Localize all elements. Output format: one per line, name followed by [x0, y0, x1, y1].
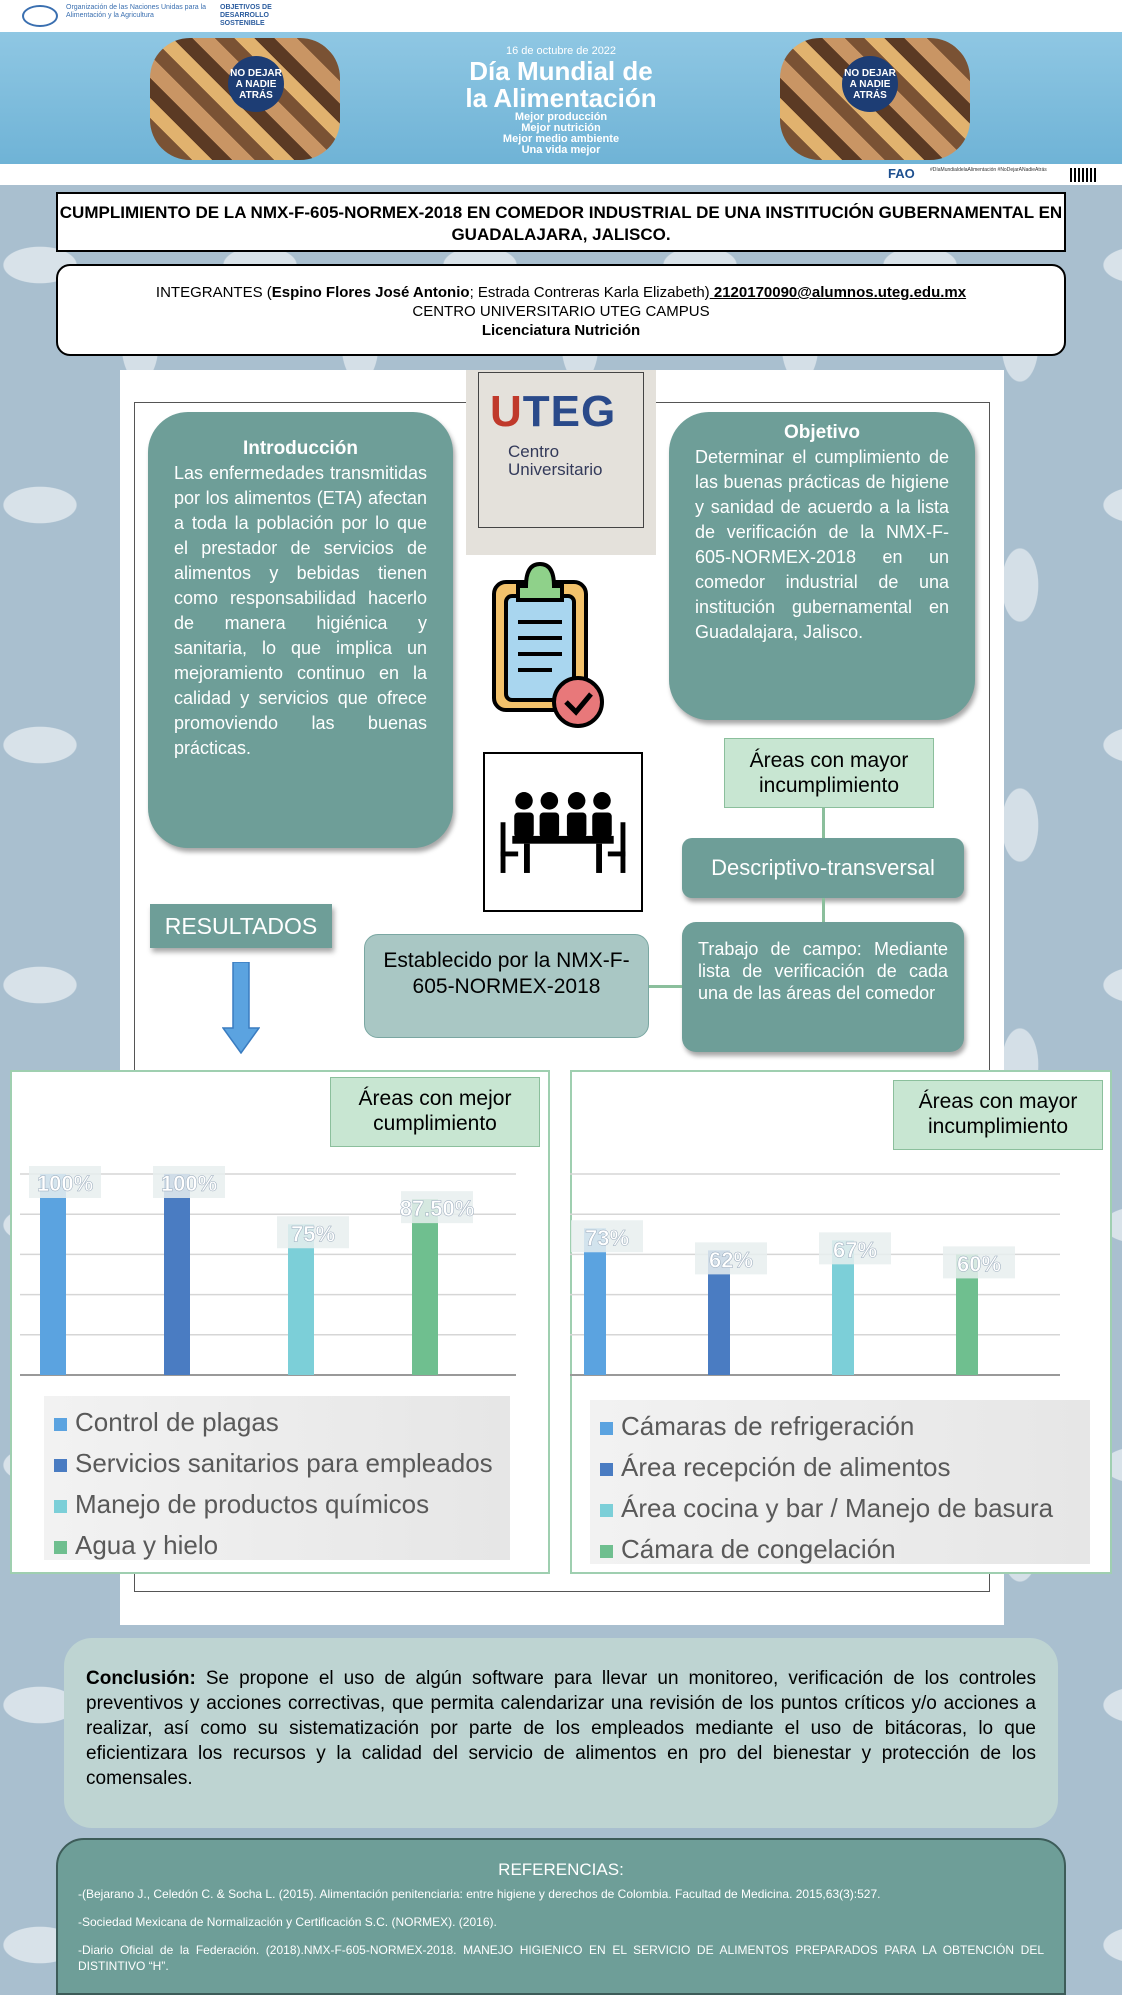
reference-item: -Sociedad Mexicana de Normalización y Certificación S.C. (NORMEX). (2016).	[78, 1915, 497, 1929]
authors-line	[58, 283, 1064, 302]
legend-label: Agua y hielo	[75, 1530, 219, 1560]
uteg-wordmark	[490, 387, 616, 437]
author-1: Espino Flores José Antonio	[271, 284, 470, 301]
conclusion-text: Se propone el uso de algún software para llevar un monitoreo, verificación de los controles preventivos y acciones correctivas, que permita calendarizar una revisión de los puntos críticos y/o acciones a realizar, así como su sistematización por parte de los empleados mediante el uso de bitácoras, lo que eficientizara los recursos y la calidad del servicio de alimentos en pro del bienestar y protección de los comensales.	[86, 1668, 1036, 1789]
objective-heading: Objetivo	[783, 422, 860, 443]
uteg-subtitle	[508, 443, 602, 479]
chart2-legend	[590, 1400, 1090, 1564]
chart2-legend-item	[600, 1406, 1080, 1447]
chart1-legend	[44, 1396, 510, 1560]
hashtags: #DíaMundialdelaAlimentación #NoDejarANadieAtrás	[930, 167, 1047, 173]
bar	[412, 1199, 438, 1375]
trabajo-box: Trabajo de campo: Mediante lista de verificación de cada una de las áreas del comedor	[682, 922, 964, 1052]
legend-swatch	[54, 1418, 67, 1431]
chart2-legend-item	[600, 1529, 1080, 1570]
uteg-rest: TEG	[522, 387, 617, 436]
no-dejar-badge-left: NO DEJAR A NADIE ATRÁS	[228, 56, 284, 112]
no-dejar-badge-right: NO DEJAR A NADIE ATRÁS	[842, 56, 898, 112]
banner-date: 16 de octubre de 2022	[505, 45, 617, 57]
bar	[40, 1174, 66, 1375]
data-label: 60%	[956, 1251, 1002, 1277]
references-heading: REFERENCIAS:	[498, 1860, 624, 1879]
legend-label: Cámara de congelación	[621, 1534, 896, 1564]
author-2: ; Estrada Contreras Karla Elizabeth)	[469, 284, 710, 301]
data-label: 75%	[290, 1221, 336, 1247]
legend-swatch	[600, 1463, 613, 1476]
arrow-down-icon	[222, 962, 260, 1054]
legend-swatch	[54, 1541, 67, 1554]
connector-3	[649, 985, 682, 988]
legend-label: Control de plagas	[75, 1407, 279, 1437]
resultados-label: RESULTADOS	[150, 904, 332, 948]
legend-label: Cámaras de refrigeración	[621, 1411, 915, 1441]
banner-sub2: Mejor nutrición	[521, 122, 601, 134]
legend-swatch	[600, 1545, 613, 1558]
qr-code-icon	[1070, 168, 1098, 182]
authors-prefix: INTEGRANTES (	[155, 284, 272, 301]
establecido-box: Establecido por la NMX-F-605-NORMEX-2018	[364, 934, 649, 1038]
poster-title: CUMPLIMIENTO DE LA NMX-F-605-NORMEX-2018 EN COMEDOR INDUSTRIAL DE UNA INSTITUCIÓN GUBERNAMENTAL EN GUADALAJARA, JALISCO.	[56, 192, 1066, 252]
data-label: 62%	[708, 1247, 754, 1273]
descriptivo-box: Descriptivo-transversal	[682, 838, 964, 898]
legend-swatch	[600, 1422, 613, 1435]
banner-title-line2: la Alimentación	[465, 83, 657, 113]
banner-sub3: Mejor medio ambiente	[502, 133, 620, 145]
uteg-line2: Universitario	[508, 460, 603, 479]
areas-mayor-box: Áreas con mayor incumplimiento	[724, 738, 934, 808]
chart2-legend-item	[600, 1447, 1080, 1488]
banner-sub1: Mejor producción	[514, 111, 608, 123]
connector-1	[822, 808, 825, 838]
data-label: 100%	[36, 1171, 94, 1196]
legend-label: Servicios sanitarios para empleados	[75, 1448, 493, 1478]
legend-swatch	[54, 1500, 67, 1513]
chart1-title: Áreas con mejor cumplimiento	[330, 1077, 540, 1147]
data-label: 67%	[832, 1237, 878, 1263]
clipboard-check-icon	[490, 560, 606, 730]
campus: CENTRO UNIVERSITARIO UTEG CAMPUS	[412, 303, 710, 320]
fao-mini-logo: FAO	[888, 166, 915, 181]
conclusion-label: Conclusión:	[86, 1668, 196, 1689]
connector-2	[822, 898, 825, 922]
authors-box	[56, 264, 1066, 356]
banner-title	[380, 58, 742, 112]
uteg-u: U	[490, 387, 523, 436]
chart1-legend-item	[54, 1402, 500, 1443]
chart1-legend-item	[54, 1525, 500, 1566]
intro-heading: Introducción	[242, 438, 359, 459]
objective-text: Determinar el cumplimiento de las buenas prácticas de higiene y sanidad de acuerdo a la lista de verificación de la NMX-F-605-NORMEX-2018 en un comedor industrial de una institución gubernamental en Guadalajara, Jalisco.	[695, 447, 949, 642]
objective-box	[669, 412, 975, 720]
legend-label: Área cocina y bar / Manejo de basura	[621, 1493, 1054, 1523]
banner-sub4: Una vida mejor	[521, 144, 601, 156]
chart1-legend-item	[54, 1484, 500, 1525]
fao-logo-icon	[22, 5, 58, 27]
author-email[interactable]: 2120170090@alumnos.uteg.edu.mx	[709, 284, 967, 301]
intro-box	[148, 412, 453, 848]
banner-title-line1: Día Mundial de	[469, 56, 653, 86]
legend-swatch	[54, 1459, 67, 1472]
references-box	[56, 1838, 1066, 1995]
program: Licenciatura Nutrición	[481, 322, 641, 339]
chart2-title: Áreas con mayor incumplimiento	[893, 1080, 1103, 1150]
data-label: 87.50%	[399, 1196, 475, 1222]
bar	[164, 1174, 190, 1375]
chart2-legend-item	[600, 1488, 1080, 1529]
intro-text: Las enfermedades transmitidas por los alimentos (ETA) afectan a toda la población por lo que el prestador de servicios de alimentos y bebidas tienen como responsabilidad hacerlo de manera higiénica y sanitaria, lo que implica un mejoramiento continuo en la calidad y servicios que ofrece promoviendo las buenas prácticas.	[174, 463, 427, 758]
chart1-legend-item	[54, 1443, 500, 1484]
data-label: 100%	[160, 1171, 218, 1196]
legend-label: Manejo de productos químicos	[75, 1489, 430, 1519]
legend-swatch	[600, 1504, 613, 1517]
conclusion-box	[64, 1638, 1058, 1828]
meeting-people-icon	[483, 752, 643, 912]
reference-item: -(Bejarano J., Celedón C. & Socha L. (2015). Alimentación penitenciaria: entre higiene y derechos de Colombia. Facultad de Medicina. 2015,63(3):527.	[78, 1887, 881, 1901]
legend-label: Área recepción de alimentos	[621, 1452, 951, 1482]
data-label: 73%	[584, 1225, 630, 1251]
fao-org-name: Organización de las Naciones Unidas para la Alimentación y la Agricultura	[66, 4, 207, 19]
uteg-line1: Centro	[508, 442, 560, 461]
ods-label: OBJETIVOS DE DESARROLLO SOSTENIBLE	[220, 4, 272, 27]
reference-item: -Diario Oficial de la Federación. (2018).NMX-F-605-NORMEX-2018. MANEJO HIGIENICO EN EL SERVICIO DE ALIMENTOS PREPARADOS PARA LA OBTENCIÓN DEL DISTINTIVO “H”.	[78, 1943, 1044, 1973]
banner-subtitle	[420, 112, 702, 156]
